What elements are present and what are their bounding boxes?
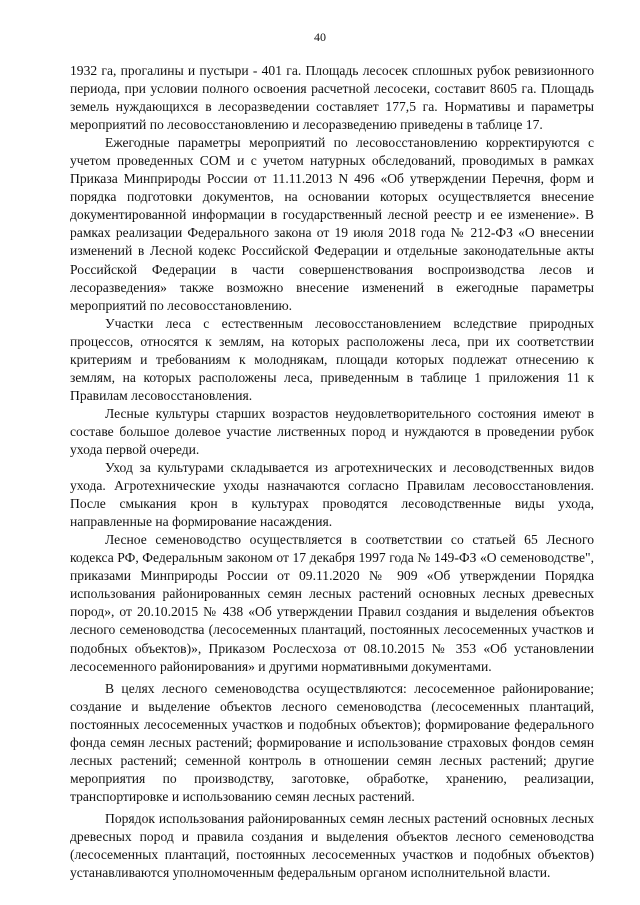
paragraph-seed-production-activities: В целях лесного семеноводства осуществляются: лесосеменное районирование; создание и выделение объектов лесного семеноводства (лесосеменных плантаций, постоянных лесосеменных участков и подобных объектов); формирование федерального фонда семян лесных растений; формирование и использование страховых фондов семян лесных растений; семенной контроль в отношении семян лесных растений; другие мероприятия по производству, заготовке, обработке, хранению, реализации, транспортировке и использованию семян лесных растений. [70, 680, 594, 804]
paragraph-forest-area-summary: 1932 га, прогалины и пустыри - 401 га. Площадь лесосек сплошных рубок ревизионного периода, при условии полного освоения расчетной лесосеки, составит 8605 га. Площадь земель нуждающихся в лесоразведении составляет 177,5 га. Нормативы и параметры мероприятий по лесовосстановлению и лесоразведению приведены в таблице 17. [70, 63, 594, 133]
paragraph-plantation-care: Уход за культурами складывается из агротехнических и лесоводственных видов ухода. Агротехнические уходы назначаются согласно Правилам лесовосстановления. После смыкания крон в культурах проводятся лесоводственные виды ухода, направленные на формирование насаждения. [70, 460, 594, 530]
paragraph-annual-parameters: Ежегодные параметры мероприятий по лесовосстановлению корректируются с учетом проведенных СОМ и с учетом натурных обследований, проводимых в рамках Приказа Минприроды России от 11.11.2013 N 496 «Об утверждении Перечня, форм и порядка подготовки документов, на основании которых осуществляется внесение документированной информации в государственный лесной реестр и ее изменение». В рамках реализации Федерального закона от 19 июля 2018 года № 212-ФЗ «О внесении изменений в Лесной кодекс Российской Федерации и отдельные законодательные акты Российской Федерации в части совершенствования воспроизводства лесов и лесоразведения» также возможно внесение изменений в ежегодные параметры мероприятий по лесовосстановлению. [70, 135, 594, 313]
paragraph-seed-usage-procedure: Порядок использования районированных семян лесных растений основных лесных древесных пород и правила создания и выделения объектов лесного семеноводства (лесосеменных плантаций, постоянных лесосеменных участков и подобных объектов) устанавливаются уполномоченным федеральным органом исполнительной власти. [70, 810, 594, 881]
paragraph-seed-production-law: Лесное семеноводство осуществляется в соответствии со статьей 65 Лесного кодекса РФ, Федеральным законом от 17 декабря 1997 года № 149-ФЗ «О семеноводстве", приказами Минприроды России от 09.11.2020 № 909 «Об утверждении Порядка использования районированных семян лесных растений основных лесных древесных пород», от 20.10.2015 № 438 «Об утверждении Правил создания и выделения объектов лесного семеноводства (лесосеменных плантаций, постоянных лесосеменных участков и подобных объектов)», Приказом Рослесхоза от 08.10.2015 № 353 «Об установлении лесосеменного районирования» и другими нормативными документами. [70, 532, 594, 674]
paragraph-older-plantations: Лесные культуры старших возрастов неудовлетворительного состояния имеют в составе большое долевое участие лиственных пород и нуждаются в проведении рубок ухода первой очереди. [70, 405, 594, 457]
page-number: 40 [314, 30, 326, 44]
paragraph-natural-regeneration: Участки леса с естественным лесовосстановлением вследствие природных процессов, относятся к землям, на которых расположены леса, при их соответствии критериям и требованиям к молоднякам, площади которых подлежат отнесению к землям, на которых расположены леса, приведенным в таблице 1 приложения 11 к Правилам лесовосстановления. [70, 315, 594, 403]
body-text [70, 62, 594, 882]
